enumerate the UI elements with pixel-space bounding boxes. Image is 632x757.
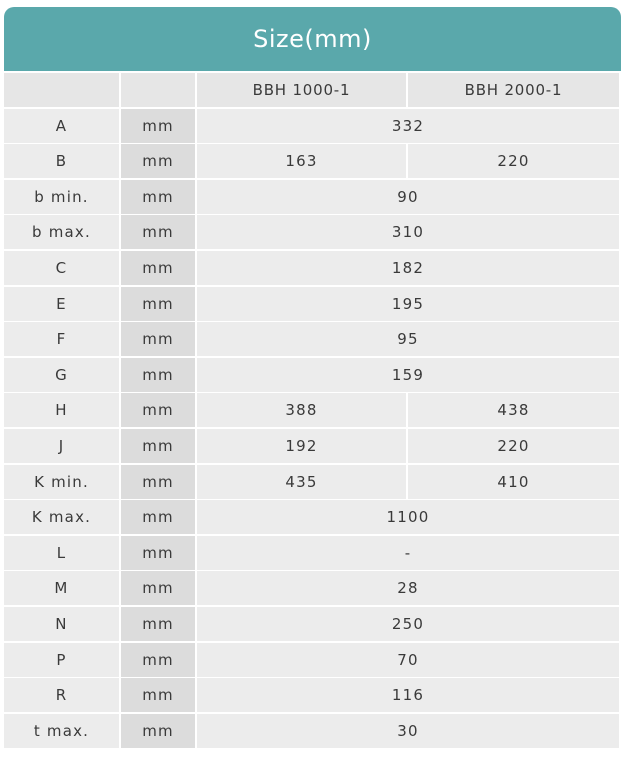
row-value-bbh1000: 388 <box>197 393 406 427</box>
row-label: b min. <box>4 180 119 214</box>
row-label: C <box>4 251 119 285</box>
table-row <box>4 215 621 251</box>
header-empty-unit-cell <box>121 73 195 107</box>
row-unit: mm <box>121 571 195 605</box>
row-value-bbh1000: 163 <box>197 144 406 178</box>
row-unit: mm <box>121 144 195 178</box>
table-row <box>4 465 621 501</box>
row-value-shared: 116 <box>197 678 619 712</box>
row-unit: mm <box>121 358 195 392</box>
row-unit: mm <box>121 393 195 427</box>
row-label: K max. <box>4 500 119 534</box>
row-value-shared: 1100 <box>197 500 619 534</box>
table-row <box>4 322 621 358</box>
row-unit: mm <box>121 500 195 534</box>
row-label: N <box>4 607 119 641</box>
table-row <box>4 109 621 145</box>
table-row <box>4 358 621 394</box>
row-label: K min. <box>4 465 119 499</box>
row-label: E <box>4 287 119 321</box>
row-value-shared: 70 <box>197 643 619 677</box>
table-row <box>4 536 621 572</box>
row-unit: mm <box>121 109 195 143</box>
row-label: H <box>4 393 119 427</box>
row-label: t max. <box>4 714 119 748</box>
table-row <box>4 714 621 750</box>
row-label: P <box>4 643 119 677</box>
row-unit: mm <box>121 251 195 285</box>
header-empty-label-cell <box>4 73 119 107</box>
row-unit: mm <box>121 643 195 677</box>
row-value-shared: 195 <box>197 287 619 321</box>
row-unit: mm <box>121 429 195 463</box>
row-label: J <box>4 429 119 463</box>
row-value-shared: 332 <box>197 109 619 143</box>
row-label: B <box>4 144 119 178</box>
row-label: M <box>4 571 119 605</box>
table-header-row <box>4 73 621 109</box>
column-header-2: BBH 2000-1 <box>408 73 619 107</box>
row-value-shared: 250 <box>197 607 619 641</box>
row-unit: mm <box>121 287 195 321</box>
row-value-shared: - <box>197 536 619 570</box>
table-row <box>4 180 621 216</box>
row-unit: mm <box>121 678 195 712</box>
table-row <box>4 144 621 180</box>
row-unit: mm <box>121 607 195 641</box>
table-title: Size(mm) <box>253 25 372 53</box>
row-value-bbh1000: 192 <box>197 429 406 463</box>
row-label: F <box>4 322 119 356</box>
row-unit: mm <box>121 215 195 249</box>
table-row <box>4 607 621 643</box>
row-unit: mm <box>121 322 195 356</box>
table-title-bar <box>4 7 621 71</box>
table-row <box>4 251 621 287</box>
table-row <box>4 643 621 679</box>
row-unit: mm <box>121 465 195 499</box>
row-value-shared: 28 <box>197 571 619 605</box>
row-unit: mm <box>121 180 195 214</box>
column-header-1: BBH 1000-1 <box>197 73 406 107</box>
row-value-bbh2000: 220 <box>408 429 619 463</box>
row-value-shared: 310 <box>197 215 619 249</box>
size-table <box>4 73 621 749</box>
table-row <box>4 500 621 536</box>
table-row <box>4 678 621 714</box>
row-label: G <box>4 358 119 392</box>
row-label: R <box>4 678 119 712</box>
row-unit: mm <box>121 714 195 748</box>
row-unit: mm <box>121 536 195 570</box>
table-row <box>4 571 621 607</box>
row-value-shared: 182 <box>197 251 619 285</box>
row-label: b max. <box>4 215 119 249</box>
row-value-bbh2000: 410 <box>408 465 619 499</box>
row-value-shared: 159 <box>197 358 619 392</box>
row-value-shared: 90 <box>197 180 619 214</box>
row-label: A <box>4 109 119 143</box>
table-row <box>4 287 621 323</box>
row-value-bbh2000: 438 <box>408 393 619 427</box>
row-value-bbh2000: 220 <box>408 144 619 178</box>
row-label: L <box>4 536 119 570</box>
table-row <box>4 393 621 429</box>
row-value-shared: 30 <box>197 714 619 748</box>
table-row <box>4 429 621 465</box>
row-value-shared: 95 <box>197 322 619 356</box>
row-value-bbh1000: 435 <box>197 465 406 499</box>
